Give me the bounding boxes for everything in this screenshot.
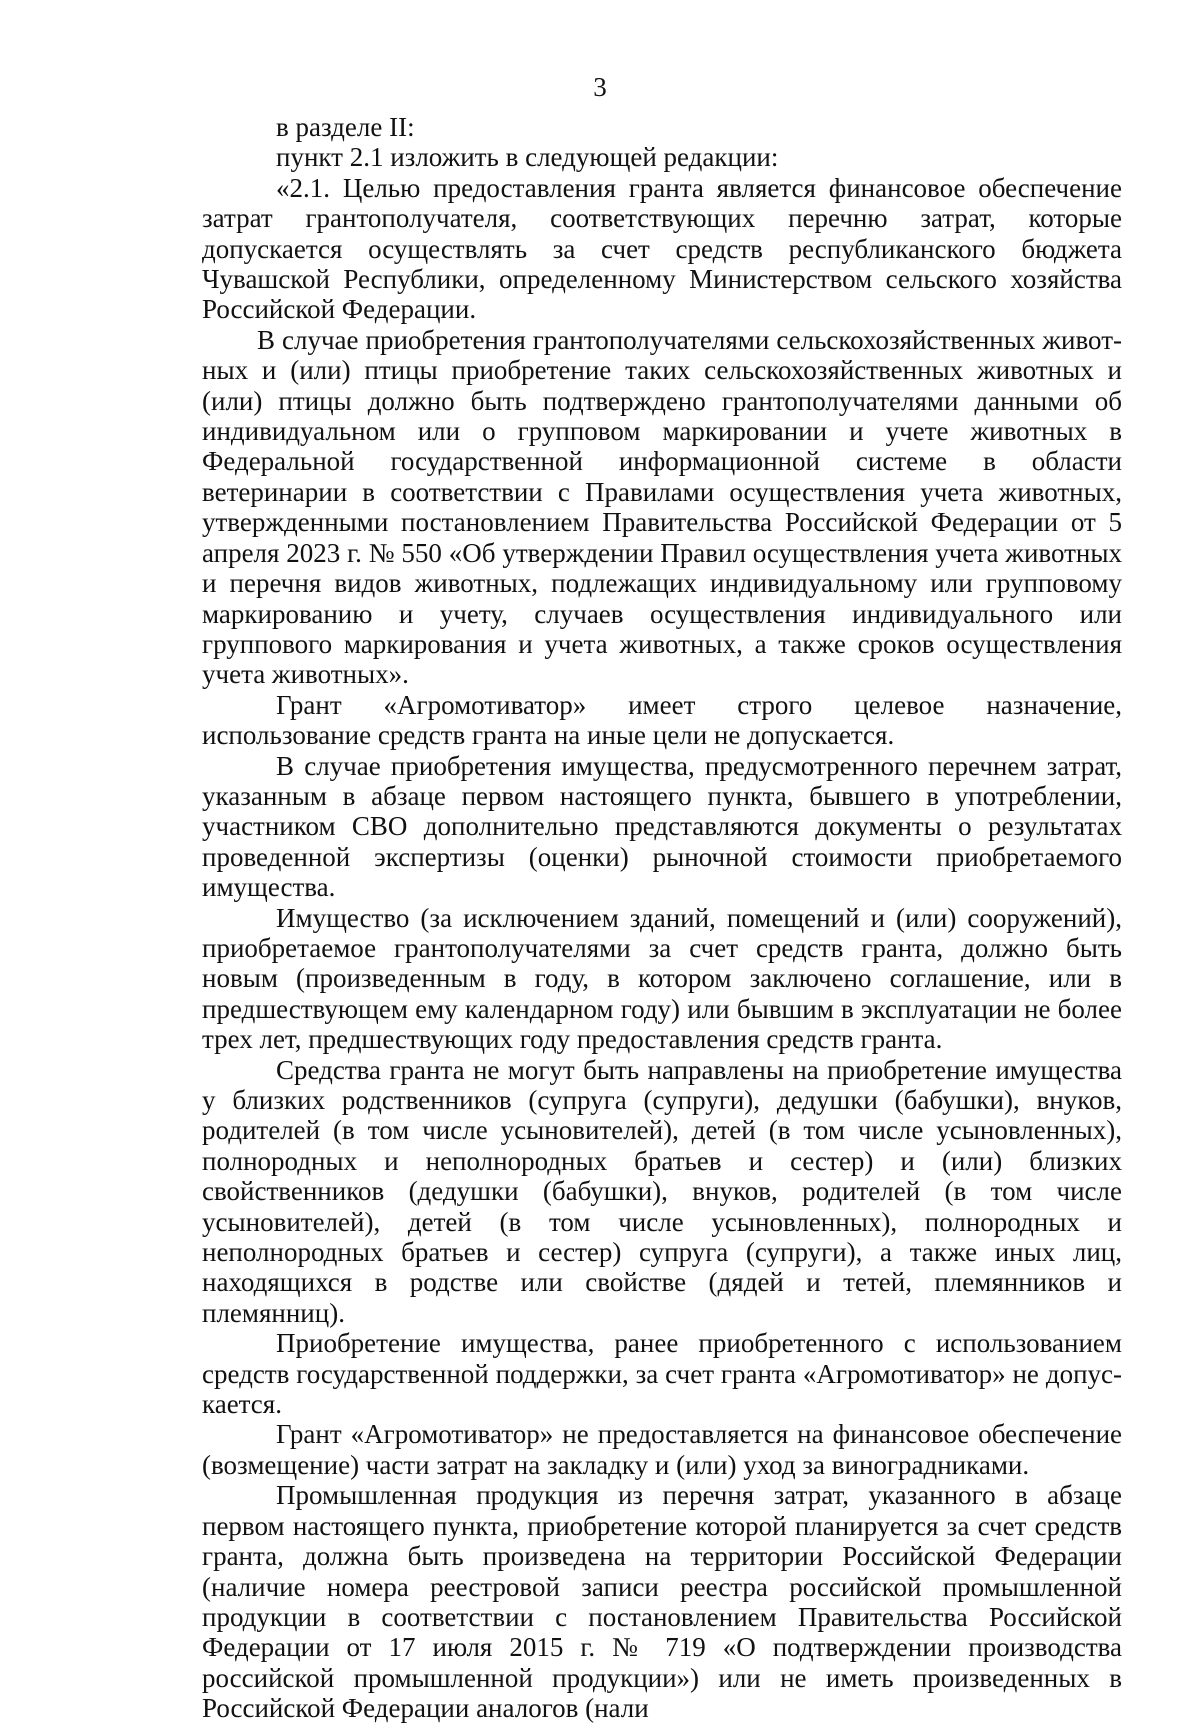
paragraph-industrial-products: Промышленная продукция из перечня затрат, указанного в абзаце первом настоящего пункта, приобретение которой планируется за счет средств гранта, должна быть произведена на территории Российской Федерации (наличие номера реестровой записи реестра российской промышленной продукции в соответствии с постановлением Правительства Российской Федерации от 17 июля 2015 г. № 719 «О подтверждении производства российской промышленной продукции») или не иметь произведенных в Российской Федерации аналогов (нали — [202, 1480, 1122, 1724]
document-body — [202, 112, 1122, 1724]
paragraph-vineyards: Грант «Агромотиватор» не предоставляется на финансовое обеспечение (возмещение) части затрат на закладку и (или) уход за виноградниками. — [202, 1419, 1122, 1480]
paragraph-animals: В случае приобретения грантополучателями сельскохозяйственных животных и (или) птицы приобретение таких сельскохозяйственных животных и (или) птицы должно быть подтверждено грантополучателями данными об индивидуальном или о групповом маркировании и учете животных в Федеральной государственной информационной системе в области ветеринарии в соответствии с Правилами осуществления учета животных, утвержденными постановлением Правительства Российской Федерации от 5 апреля 2023 г. № 550 «Об утверждении Правил осуществления учета животных и перечня видов животных, подлежащих индивидуальному или групповому маркированию и учету, случаев осуществления индивидуального или группового маркирования и учета животных, а также сроков осуществления учета животных». — [202, 324, 1122, 690]
paragraph-new-property: Имущество (за исключением зданий, помещений и (или) сооружений), приобретаемое грантополучателями за счет средств гранта, должно быть новым (произведенным в году, в котором заключено соглашение, или в предшествующем ему календарном году) или бывшим в эксплуатации не более трех лет, предшествующих году предоставления средств гранта. — [202, 902, 1122, 1055]
page-number: 3 — [593, 72, 607, 102]
paragraph-instruction: пункт 2.1 изложить в следующей редакции: — [276, 142, 779, 173]
paragraph-goal: «2.1. Целью предоставления гранта является финансовое обеспечение затрат грантополучателя, соответствующих перечню затрат, которые допускается осуществлять за счет средств республиканского бюджета Чувашской Республики, определенному Министерством сельского хозяйства Российской Федерации. — [202, 172, 1122, 325]
paragraph-section-heading: в разделе II: — [276, 112, 415, 142]
paragraph-target-use: Грант «Агромотиватор» имеет строго целевое назначение, использование средств гранта на иные цели не допускается. — [202, 689, 1122, 751]
paragraph-relatives: Средства гранта не могут быть направлены на приобретение имущества у близких родственников (супруга (супруги), дедушки (бабушки), внуков, родителей (в том числе усыновителей), детей (в том числе усыновленных), полнородных и неполнородных братьев и сестер) и (или) близких свойственников (дедушки (бабушки), внуков, родителей (в том числе усыновителей), детей (в том числе усыновленных), полнородных и неполнородных братьев и сестер) супруга (супруги), а также иных лиц, находящихся в родстве или свойстве (дядей и тетей, племянников и племянниц). — [202, 1054, 1122, 1328]
paragraph-state-support: Приобретение имущества, ранее приобретенного с использованием средств государственной поддержки, за счет гранта «Агромотиватор» не допускается. — [202, 1328, 1122, 1420]
paragraph-used-property: В случае приобретения имущества, предусмотренного перечнем затрат, указанным в абзаце первом настоящего пункта, бывшего в употреблении, участником СВО дополнительно представляются документы о результатах проведенной экспертизы (оценки) рыночной стоимости приобретаемого имущества. — [202, 750, 1122, 903]
